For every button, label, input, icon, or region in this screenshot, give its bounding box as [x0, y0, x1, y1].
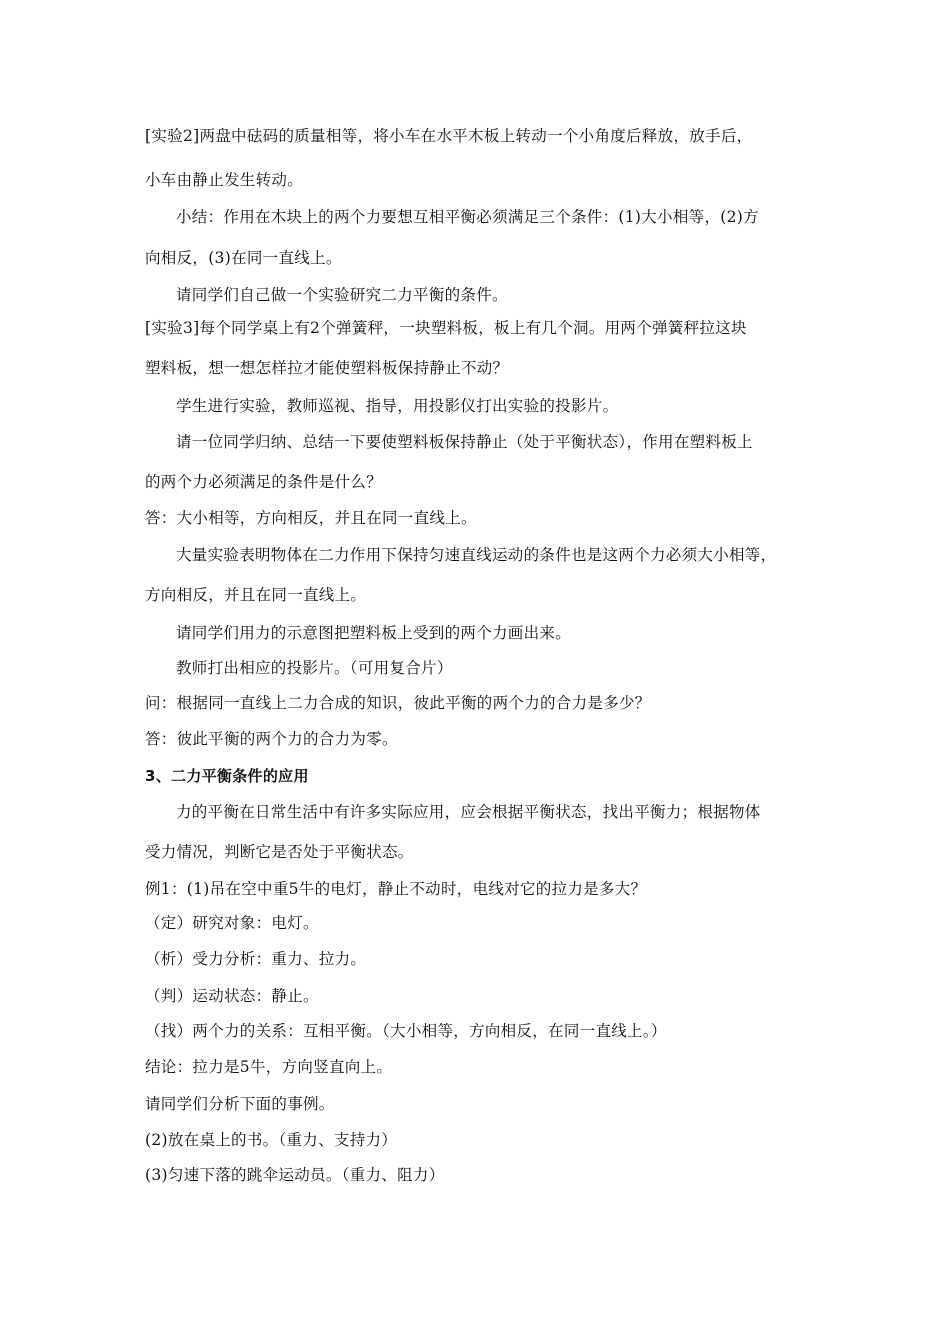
text-line: （定）研究对象：电灯。: [145, 914, 319, 932]
text-line: 受力情况，判断它是否处于平衡状态。: [145, 843, 414, 861]
text-line: 力的平衡在日常生活中有许多实际应用，应会根据平衡状态，找出平衡力；根据物体: [176, 803, 761, 821]
text-line: 结论：拉力是5牛，方向竖直向上。: [145, 1058, 393, 1076]
text-line: [实验2]两盘中砝码的质量相等，将小车在水平木板上转动一个小角度后释放，放手后，: [145, 127, 753, 145]
text-line: 请一位同学归纳、总结一下要使塑料板保持静止（处于平衡状态），作用在塑料板上: [176, 433, 753, 451]
text-line: 请同学们分析下面的事例。: [145, 1095, 335, 1113]
text-line: 请同学们自己做一个实验研究二力平衡的条件。: [176, 286, 508, 304]
text-line: [实验3]每个同学桌上有2个弹簧秤，一块塑料板，板上有几个洞。用两个弹簧秤拉这块: [145, 319, 747, 337]
text-line: 向相反，(3)在同一直线上。: [145, 249, 342, 267]
text-line: （判）运动状态：静止。: [145, 987, 319, 1005]
text-line: 例1：(1)吊在空中重5牛的电灯，静止不动时，电线对它的拉力是多大？: [145, 880, 647, 898]
text-line: 学生进行实验，教师巡视、指导，用投影仪打出实验的投影片。: [176, 397, 619, 415]
text-line: (2)放在桌上的书。（重力、支持力）: [145, 1131, 398, 1149]
text-line: 小车由静止发生转动。: [145, 171, 304, 189]
text-line: （析）受力分析：重力、拉力。: [145, 950, 367, 968]
text-line: 小结：作用在木块上的两个力要想互相平衡必须满足三个条件：(1)大小相等，(2)方: [176, 208, 759, 226]
text-line: 的两个力必须满足的条件是什么？: [145, 473, 383, 491]
text-line: (3)匀速下落的跳伞运动员。（重力、阻力）: [145, 1166, 445, 1184]
text-line: 大量实验表明物体在二力作用下保持匀速直线运动的条件也是这两个力必须大小相等，: [176, 546, 777, 564]
text-line: （找）两个力的关系：互相平衡。（大小相等，方向相反，在同一直线上。）: [145, 1022, 667, 1040]
text-line: 教师打出相应的投影片。（可用复合片）: [176, 659, 453, 677]
section-heading: 3、二力平衡条件的应用: [145, 767, 309, 785]
text-line: 答：大小相等，方向相反，并且在同一直线上。: [145, 509, 477, 527]
text-line: 问：根据同一直线上二力合成的知识，彼此平衡的两个力的合力是多少？: [145, 694, 651, 712]
text-line: 答：彼此平衡的两个力的合力为零。: [145, 730, 398, 748]
text-line: 塑料板，想一想怎样拉才能使塑料板保持静止不动？: [145, 359, 509, 377]
text-line: 请同学们用力的示意图把塑料板上受到的两个力画出来。: [176, 624, 572, 642]
text-line: 方向相反，并且在同一直线上。: [145, 586, 367, 604]
